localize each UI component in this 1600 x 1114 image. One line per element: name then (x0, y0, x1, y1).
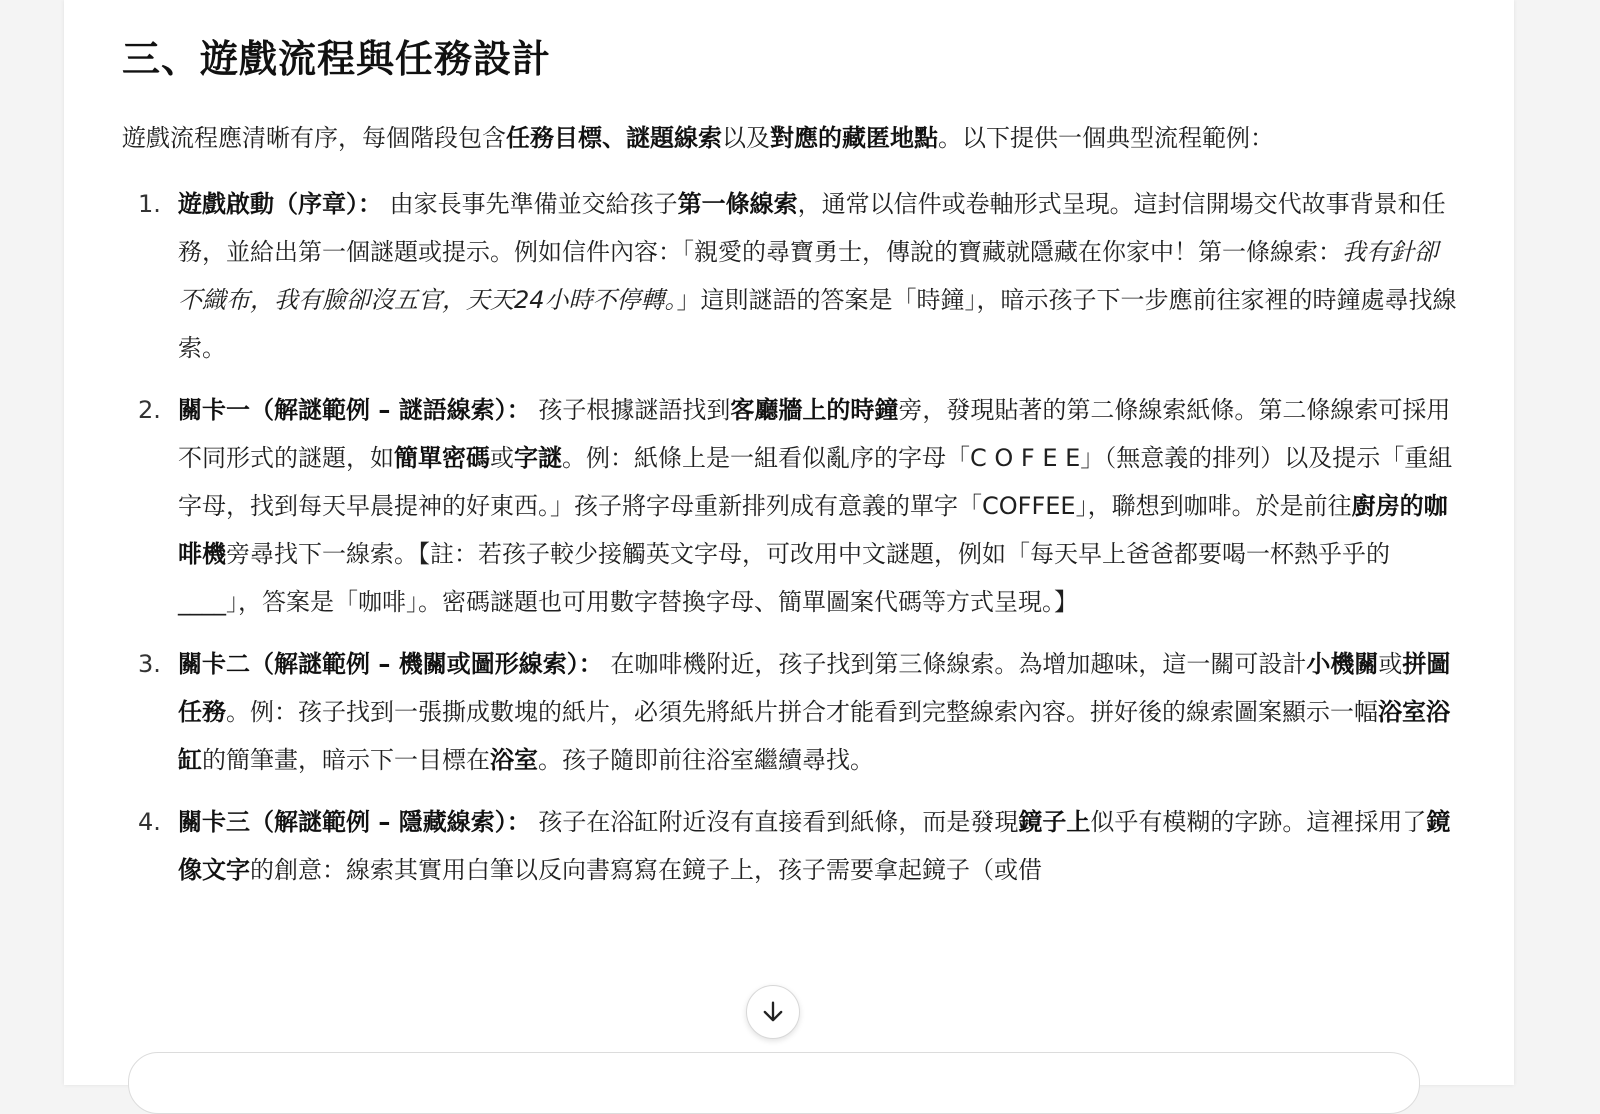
intro-text: 。以下提供一個典型流程範例： (938, 124, 1274, 152)
arrow-down-icon (759, 998, 787, 1026)
item-bold: 拼圖任務 (178, 650, 1451, 726)
flow-list (122, 180, 1457, 894)
item-text: 孩子在浴缸附近沒有直接看到紙條，而是發現 (530, 808, 1019, 836)
intro-text: 遊戲流程應清晰有序，每個階段包含 (122, 124, 506, 152)
item-title: 關卡一（解謎範例 – 謎語線索）： (178, 396, 531, 424)
list-item (122, 386, 1458, 626)
item-text: 或 (490, 444, 514, 472)
item-text: 旁尋找下一線索。【註：若孩子較少接觸英文字母，可改用中文謎題，例如「每天早上爸爸都要喝一杯熱乎乎的____」，答案是「咖啡」。密碼謎題也可用數字替換字母、簡單圖案代碼等方式呈現。】 (178, 540, 1390, 616)
item-text: 似乎有模糊的字跡。這裡採用了 (1090, 808, 1427, 836)
item-text: 。孩子隨即前往浴室繼續尋找。 (538, 746, 874, 774)
message-composer[interactable] (128, 1052, 1420, 1114)
item-bold: 簡單密碼 (394, 444, 490, 472)
item-bold: 客廳牆上的時鐘 (730, 396, 899, 424)
item-bold: 小機關 (1306, 650, 1379, 678)
item-text: 。例：孩子找到一張撕成數塊的紙片，必須先將紙片拼合才能看到完整線索內容。拼好後的線索圖案顯示一幅 (226, 698, 1378, 726)
list-number: 2. (138, 396, 161, 424)
item-text: 或 (1378, 650, 1403, 678)
list-number: 4. (138, 808, 161, 836)
item-bold: 浴室浴缸 (178, 698, 1450, 774)
list-number: 1. (138, 190, 161, 218)
item-title: 關卡三（解謎範例 – 隱藏線索）： (178, 808, 531, 836)
intro-bold: 對應的藏匿地點 (770, 124, 938, 152)
item-bold: 廚房的咖啡機 (178, 492, 1448, 568)
item-bold: 鏡子上 (1018, 808, 1091, 836)
list-item (122, 640, 1458, 784)
item-bold: 鏡像文字 (178, 808, 1451, 884)
item-text: 在咖啡機附近，孩子找到第三條線索。為增加趣味，這一關可設計 (602, 650, 1307, 678)
list-item (122, 180, 1458, 372)
scroll-to-bottom-button[interactable] (746, 985, 800, 1039)
section-heading: 三、遊戲流程與任務設計 (122, 37, 552, 81)
intro-text: 以及 (722, 124, 770, 152)
intro-paragraph (122, 114, 1412, 162)
item-text: 的創意：線索其實用白筆以反向書寫寫在鏡子上，孩子需要拿起鏡子（或借 (250, 856, 1042, 884)
list-number: 3. (138, 650, 161, 678)
item-text: 孩子根據謎語找到 (530, 396, 731, 424)
item-text: 由家長事先準備並交給孩子 (382, 190, 678, 218)
item-title: 遊戲啟動（序章）： (178, 190, 382, 218)
item-bold: 第一條線索 (677, 190, 798, 218)
item-text: 」這則謎語的答案是「時鐘」，暗示孩子下一步應前往家裡的時鐘處尋找線索。 (178, 286, 1457, 362)
item-italic: 我有針卻不織布，我有臉卻沒五官，天天24小時不停轉。 (178, 238, 1438, 314)
item-bold: 浴室 (490, 746, 538, 774)
item-text: 的簡筆畫，暗示下一目標在 (202, 746, 490, 774)
document-page (64, 0, 1514, 1085)
item-title: 關卡二（解謎範例 – 機關或圖形線索）： (178, 650, 603, 678)
item-text: 。例：紙條上是一組看似亂序的字母「C O F E E」（無意義的排列）以及提示「重組字母，找到每天早晨提神的好東西。」孩子將字母重新排列成有意義的單字「COFFEE」，聯想到咖啡。於是前往 (178, 444, 1453, 520)
item-text: ，通常以信件或卷軸形式呈現。這封信開場交代故事背景和任務，並給出第一個謎題或提示。例如信件內容：「親愛的尋寶勇士，傳說的寶藏就隱藏在你家中！第一條線索： (178, 190, 1446, 266)
document-content (122, 0, 1457, 908)
item-bold: 字謎 (514, 444, 562, 472)
list-item (122, 798, 1458, 894)
intro-bold: 任務目標、謎題線索 (506, 124, 722, 152)
item-text: 旁，發現貼著的第二條線索紙條。第二條線索可採用不同形式的謎題，如 (178, 396, 1451, 472)
